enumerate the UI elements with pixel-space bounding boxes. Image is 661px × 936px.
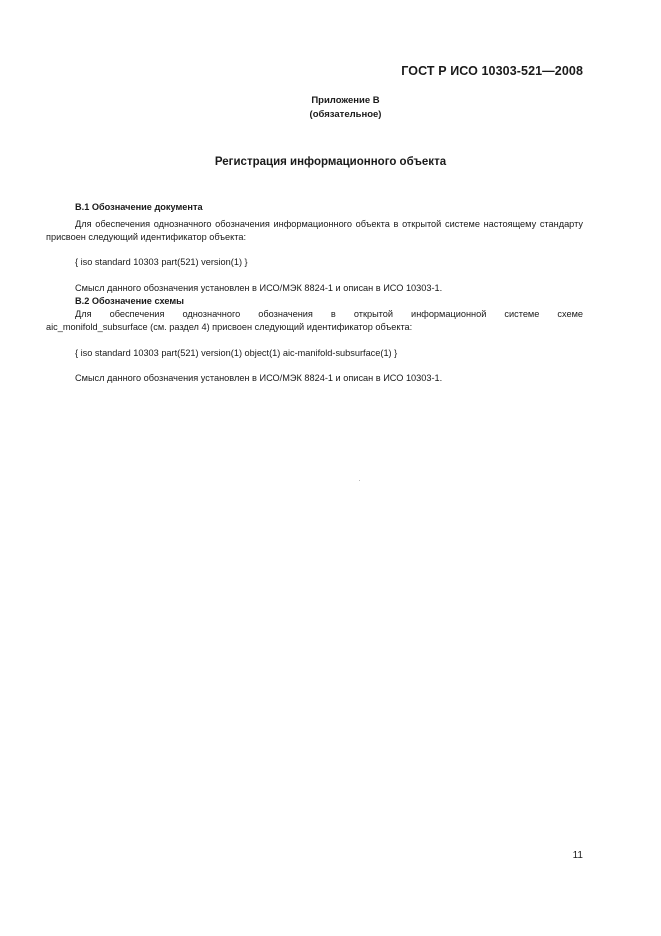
section-b2-paragraph-line1: Для обеспечения однозначного обозначения в открытой информационной системе схеме	[75, 309, 583, 319]
standard-code: ГОСТ Р ИСО 10303-521—2008	[401, 64, 583, 78]
section-b2-identifier: { iso standard 10303 part(521) version(1) object(1) aic-manifold-subsurface(1) }	[75, 348, 398, 358]
annex-caption	[0, 94, 661, 122]
section-b1-heading: В.1 Обозначение документа	[75, 202, 203, 212]
annex-title: Регистрация информационного объекта	[214, 156, 447, 168]
annex-status: (обязательное)	[309, 109, 382, 120]
section-b1-paragraph: Для обеспечения однозначного обозначения информационного объекта в открытой системе настоящему стандарту присвоен следующий идентификатор объекта:	[46, 219, 583, 242]
scan-speck	[359, 480, 360, 481]
section-b2-heading: В.2 Обозначение схемы	[75, 296, 184, 306]
section-b1-meaning: Смысл данного обозначения установлен в ИСО/МЭК 8824-1 и описан в ИСО 10303-1.	[75, 283, 443, 293]
section-b2-paragraph-line2: aic_monifold_subsurface (см. раздел 4) присвоен следующий идентификатор объекта:	[46, 322, 413, 332]
section-b1-identifier: { iso standard 10303 part(521) version(1) }	[75, 257, 248, 267]
page-number: 11	[572, 850, 583, 861]
section-b2-meaning: Смысл данного обозначения установлен в ИСО/МЭК 8824-1 и описан в ИСО 10303-1.	[75, 373, 443, 383]
annex-label: Приложение В	[311, 95, 380, 106]
